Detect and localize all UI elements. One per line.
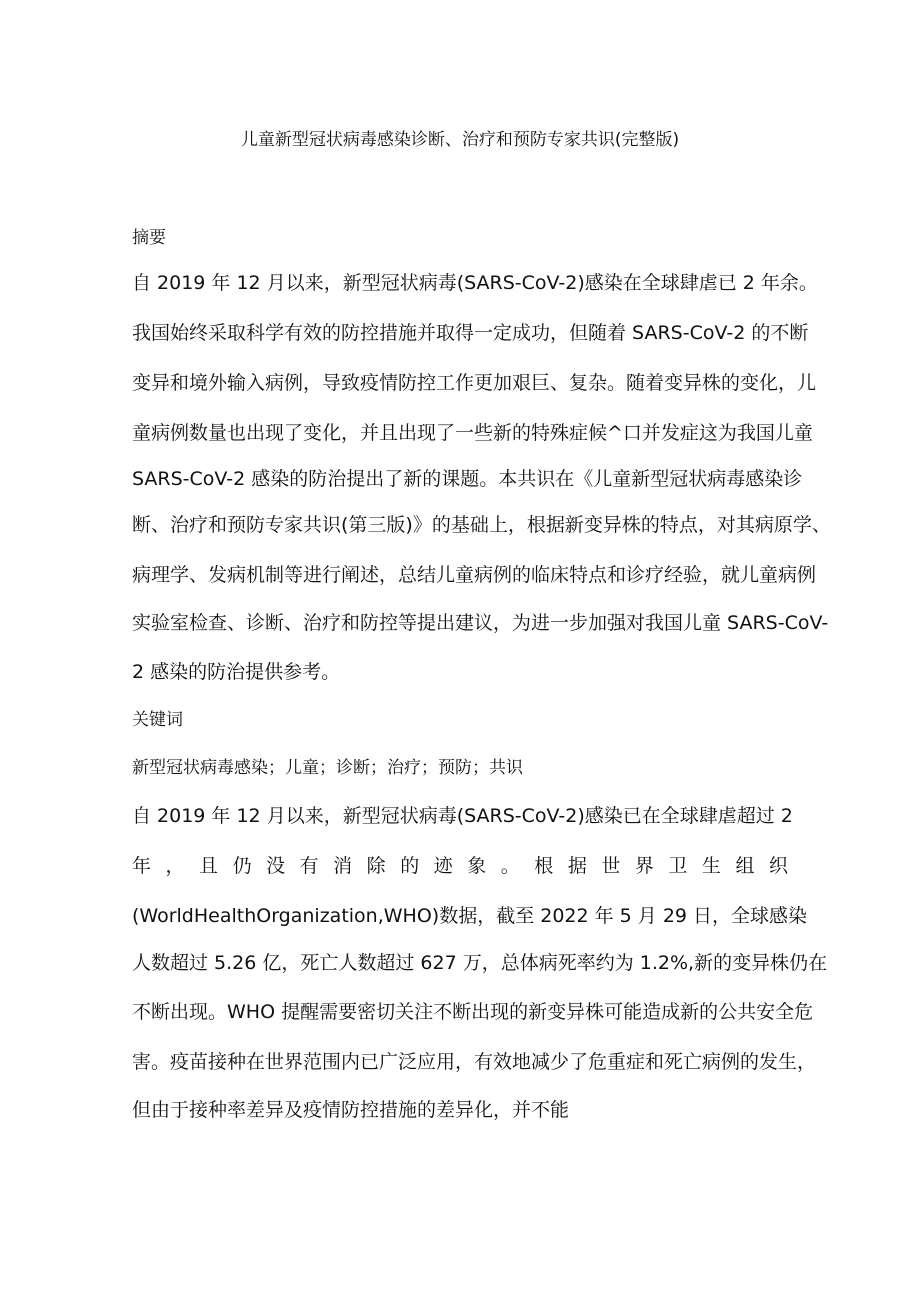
body-line: 害。疫苗接种在世界范围内已广泛应用，有效地减少了危重症和死亡病例的发生， <box>132 1051 817 1073</box>
abstract-line: 病理学、发病机制等进行阐述，总结儿童病例的临床特点和诊疗经验，就儿童病例 <box>132 564 817 586</box>
body-line: (WorldHealthOrganization,WHO)数据，截至 2022 年 5 月 29 日，全球感染 <box>132 905 808 927</box>
abstract-line: 变异和境外输入病例，导致疫情防控工作更加艰巨、复杂。随着变异株的变化，儿 <box>132 372 817 394</box>
abstract-line: 自 2019 年 12 月以来，新型冠状病毒(SARS-CoV-2)感染在全球肆虐已 2 年余。 <box>132 272 818 294</box>
abstract-line: 实验室检查、诊断、治疗和防控等提出建议，为进一步加强对我国儿童 SARS-CoV- <box>132 612 829 634</box>
body-line: 不断出现。WHO 提醒需要密切关注不断出现的新变异株可能造成新的公共安全危 <box>132 1001 814 1023</box>
abstract-line: 断、治疗和预防专家共识(第三版)》的基础上，根据新变异株的特点，对其病原学、 <box>132 514 831 536</box>
abstract-line: 童病例数量也出现了变化，并且出现了一些新的特殊症候^口并发症这为我国儿童 <box>132 422 813 444</box>
keywords-line: 新型冠状病毒感染；儿童；诊断；治疗；预防；共识 <box>132 758 523 778</box>
document-title: 儿童新型冠状病毒感染诊断、治疗和预防专家共识(完整版) <box>240 130 680 150</box>
body-line: 人数超过 5.26 亿，死亡人数超过 627 万，总体病死率约为 1.2%,新的变异株仍在 <box>132 952 828 974</box>
abstract-line: 2 感染的防治提供参考。 <box>132 661 341 683</box>
keywords-heading: 关键词 <box>132 710 183 730</box>
abstract-line: 我国始终采取科学有效的防控措施并取得一定成功，但随着 SARS-CoV-2 的不断 <box>132 322 809 344</box>
body-line: 自 2019 年 12 月以来，新型冠状病毒(SARS-CoV-2)感染已在全球肆虐超过 2 <box>132 805 793 827</box>
abstract-line: SARS-CoV-2 感染的防治提出了新的课题。本共识在《儿童新型冠状病毒感染诊 <box>132 468 803 490</box>
abstract-heading: 摘要 <box>132 228 166 248</box>
body-line: 但由于接种率差异及疫情防控措施的差异化，并不能 <box>132 1099 570 1121</box>
body-line: 年，且仍没有消除的迹象。根据世界卫生组织 <box>132 855 788 877</box>
